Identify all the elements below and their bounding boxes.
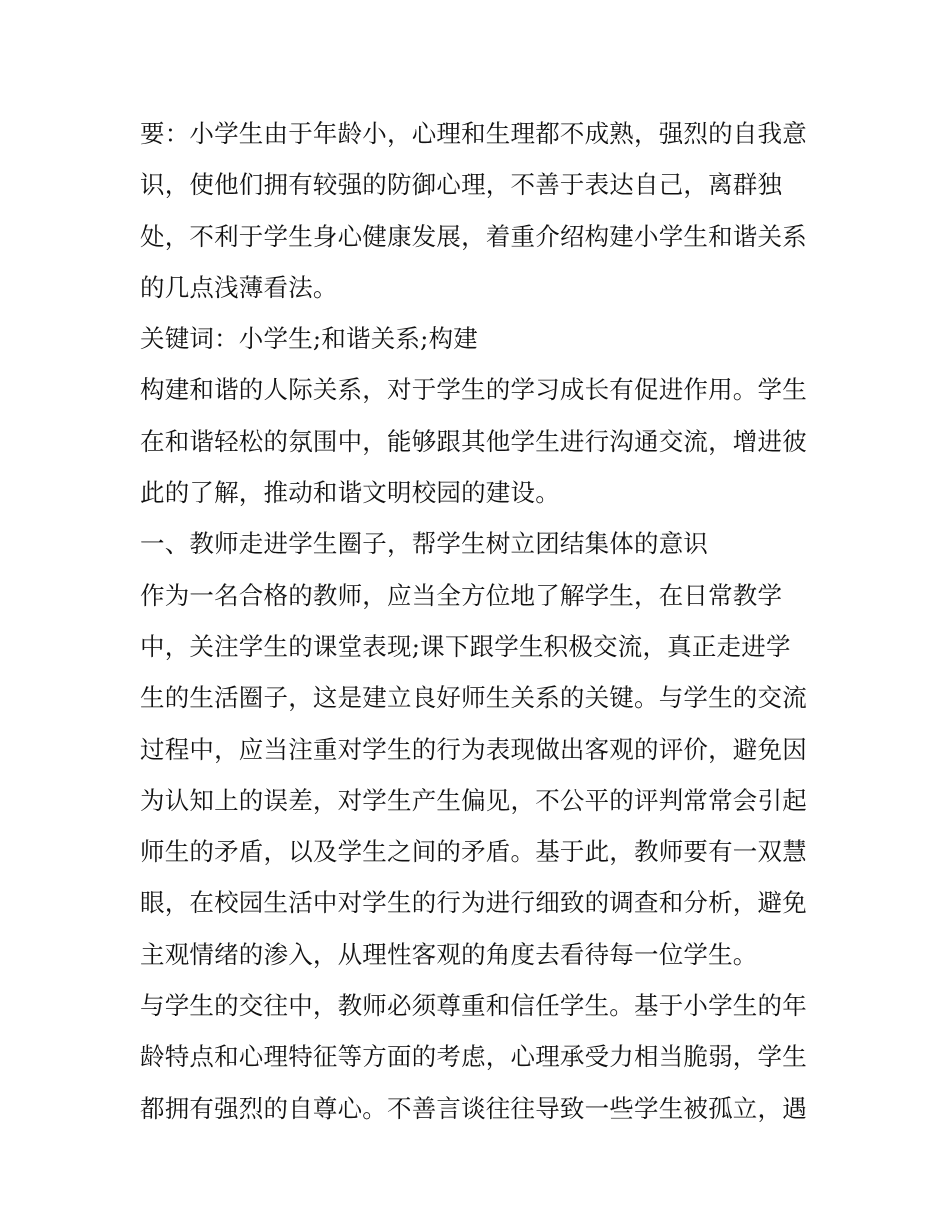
abstract-line: 要：小学生由于年龄小，心理和生理都不成熟，强烈的自我意 <box>140 119 807 148</box>
body-line: 眼，在校园生活中对学生的行为进行细致的调查和分析，避免 <box>140 888 807 918</box>
intro-line: 在和谐轻松的氛围中，能够跟其他学生进行沟通交流，增进彼 <box>140 426 807 456</box>
body-line: 师生的矛盾，以及学生之间的矛盾。基于此，教师要有一双慧 <box>140 837 807 867</box>
body-line: 生的生活圈子，这是建立良好师生关系的关键。与学生的交流 <box>140 683 807 713</box>
body-line: 作为一名合格的教师，应当全方位地了解学生，在日常教学 <box>140 580 783 610</box>
body-line: 为认知上的误差，对学生产生偏见，不公平的评判常常会引起 <box>140 785 807 815</box>
body-line: 龄特点和心理特征等方面的考虑，心理承受力相当脆弱，学生 <box>140 1042 807 1072</box>
abstract-line: 处，不利于学生身心健康发展，着重介绍构建小学生和谐关系 <box>140 221 807 251</box>
section-heading: 一、教师走进学生圈子，帮学生树立团结集体的意识 <box>140 529 709 559</box>
intro-line: 此的了解，推动和谐文明校园的建设。 <box>140 478 560 508</box>
document-body <box>140 108 820 1134</box>
body-line: 与学生的交往中，教师必须尊重和信任学生。基于小学生的年 <box>140 991 807 1021</box>
intro-line: 构建和谐的人际关系，对于学生的学习成长有促进作用。学生 <box>140 375 807 405</box>
abstract-line: 的几点浅薄看法。 <box>140 272 338 302</box>
abstract-line: 识，使他们拥有较强的防御心理，不善于表达自己，离群独 <box>140 170 783 200</box>
body-line: 都拥有强烈的自尊心。不善言谈往往导致一些学生被孤立，遇 <box>140 1093 807 1123</box>
body-line: 中，关注学生的课堂表现;课下跟学生积极交流，真正走进学 <box>140 631 791 661</box>
body-line: 过程中，应当注重对学生的行为表现做出客观的评价，避免因 <box>140 734 807 764</box>
body-line: 主观情绪的渗入，从理性客观的角度去看待每一位学生。 <box>140 939 758 969</box>
keywords-line: 关键词：小学生;和谐关系;构建 <box>140 324 479 354</box>
